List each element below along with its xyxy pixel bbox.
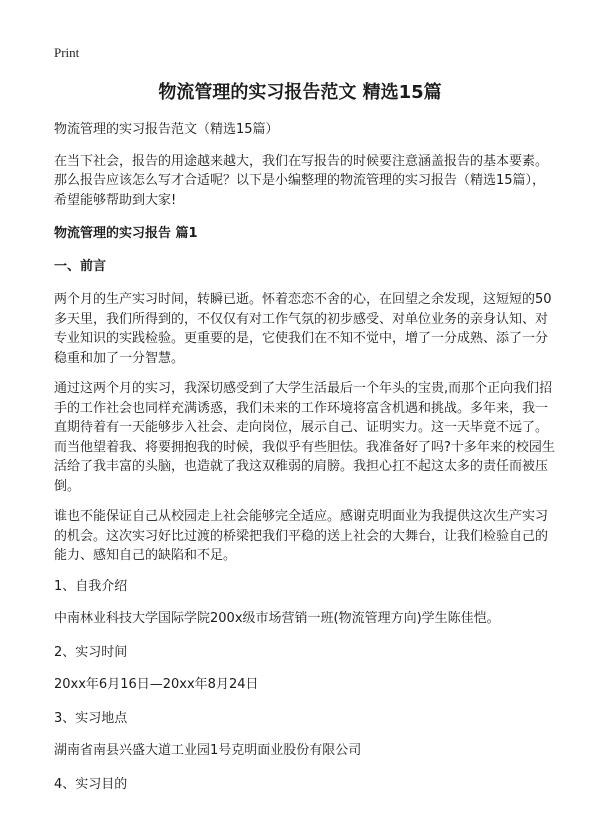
item-heading-internship-location: 3、实习地点 [54, 710, 128, 726]
item-heading-self-intro: 1、自我介绍 [54, 578, 128, 594]
part-heading: 一、前言 [54, 258, 107, 274]
print-button[interactable]: Print [54, 45, 80, 60]
body-paragraph: 通过这两个月的实习，我深切感受到了大学生活最后一个年头的宝贵,而那个正向我们招手的工作社会也同样充满诱惑，我们未来的工作环境将富含机遇和挑战。多年来，我一直期待着有一天能够步入社会、走向岗位，展示自己、证明实力。这一天毕竟不远了。而当他望着我、将要拥抱我的时候，我似乎有些胆怯。我准备好了吗?十多年来的校园生活给了我丰富的头脑，也造就了我这双稚弱的肩膀。我担心扛不起这太多的责任而被压倒。 [54, 381, 555, 494]
page-title: 物流管理的实习报告范文 精选15篇 [158, 82, 442, 103]
item-heading-internship-purpose: 4、实习目的 [54, 776, 128, 792]
intro-paragraph: 在当下社会，报告的用途越来越大，我们在写报告的时候要注意涵盖报告的基本要素。那么报告应该怎么写才合适呢？以下是小编整理的物流管理的实习报告（精选15篇），希望能够帮助到大家! [54, 153, 549, 208]
body-paragraph: 两个月的生产实习时间，转瞬已逝。怀着恋恋不舍的心，在回望之余发现，这短短的50多天里，我们所得到的，不仅仅有对工作气氛的初步感受、对单位业务的亲身认知、对专业知识的实践检验。更重要的是，它使我们在不知不觉中，增了一分成熟、添了一分稳重和加了一分智慧。 [54, 292, 552, 366]
document-subtitle: 物流管理的实习报告范文（精选15篇） [54, 122, 279, 137]
item-heading-internship-time: 2、实习时间 [54, 644, 128, 660]
document-body [54, 120, 556, 807]
item-value-internship-location: 湖南省南县兴盛大道工业园1号克明面业股份有限公司 [54, 743, 362, 758]
item-value-internship-time: 20xx年6月16日—20xx年8月24日 [54, 677, 259, 692]
item-value-self-intro: 中南林业科技大学国际学院200x级市场营销一班(物流管理方向)学生陈佳恺。 [54, 611, 500, 626]
body-paragraph: 谁也不能保证自己从校园走上社会能够完全适应。感谢克明面业为我提供这次生产实习的机会。这次实习好比过渡的桥梁把我们平稳的送上社会的大舞台，让我们检验自己的能力、感知自己的缺陷和不足。 [54, 509, 549, 563]
section-heading: 物流管理的实习报告 篇1 [54, 226, 198, 241]
